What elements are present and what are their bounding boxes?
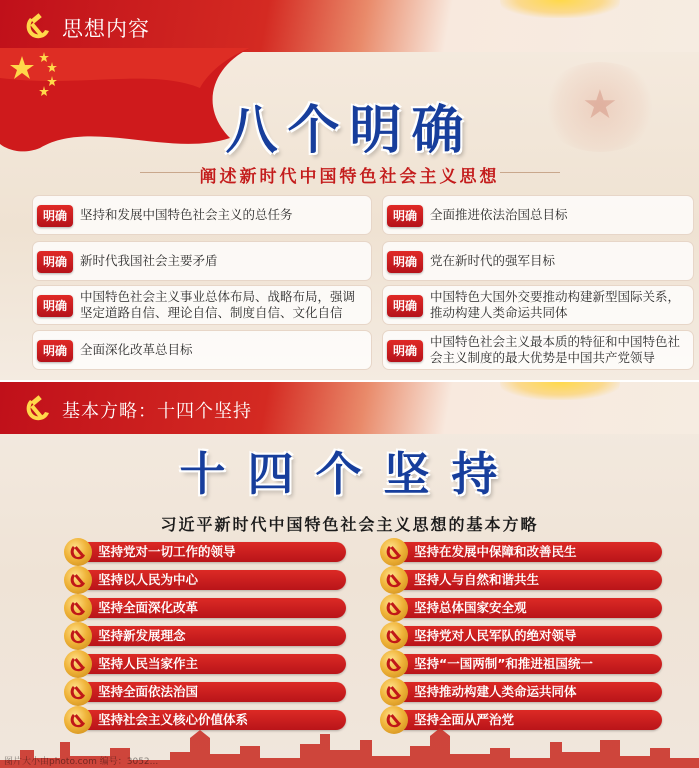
fourteen-adherences-panel bbox=[0, 382, 699, 768]
hammer-sickle-badge-icon bbox=[380, 594, 408, 622]
clarification-tag: 明确 bbox=[37, 205, 73, 227]
hammer-sickle-badge-icon bbox=[380, 678, 408, 706]
eight-clarifications-panel bbox=[0, 0, 699, 380]
adherence-item bbox=[380, 566, 662, 594]
adherence-label: 坚持党对一切工作的领导 bbox=[98, 544, 236, 559]
clarification-card bbox=[382, 195, 694, 235]
adherence-label: 坚持党对人民军队的绝对领导 bbox=[414, 628, 577, 643]
section-title: 思想内容 bbox=[62, 17, 150, 41]
adherence-label: 坚持全面依法治国 bbox=[98, 684, 199, 699]
clarification-text: 新时代我国社会主要矛盾 bbox=[80, 253, 218, 268]
clarification-card bbox=[32, 195, 372, 235]
adherence-item bbox=[64, 566, 346, 594]
main-title: 十四个坚持 bbox=[179, 447, 520, 501]
adherence-label: 坚持总体国家安全观 bbox=[414, 600, 527, 615]
section-title: 基本方略：十四个坚持 bbox=[62, 401, 252, 422]
hammer-sickle-badge-icon bbox=[380, 650, 408, 678]
adherence-item bbox=[380, 622, 662, 650]
adherence-item bbox=[64, 678, 346, 706]
hammer-sickle-badge-icon bbox=[380, 622, 408, 650]
clarification-tag: 明确 bbox=[387, 205, 423, 227]
clarification-text: 党在新时代的强军目标 bbox=[430, 253, 556, 268]
clarification-card bbox=[32, 285, 372, 325]
adherence-item bbox=[380, 538, 662, 566]
hammer-sickle-badge-icon bbox=[380, 566, 408, 594]
clarification-tag: 明确 bbox=[37, 251, 73, 273]
watermark: 图片大小由photo.com 编号：3052... bbox=[4, 757, 159, 767]
clarification-text: 中国特色大国外交要推动构建新型国际关系，推动构建人类命运共同体 bbox=[430, 289, 681, 320]
clarification-text: 中国特色社会主义最本质的特征和中国特色社会主义制度的最大优势是中国共产党领导 bbox=[430, 334, 681, 365]
clarification-text: 全面推进依法治国总目标 bbox=[430, 207, 568, 222]
hammer-sickle-badge-icon bbox=[64, 622, 92, 650]
subtitle: 阐述新时代中国特色社会主义思想 bbox=[199, 167, 500, 187]
adherence-label: 坚持全面深化改革 bbox=[98, 600, 199, 615]
section-header bbox=[0, 382, 699, 434]
adherence-item bbox=[64, 594, 346, 622]
hammer-sickle-badge-icon bbox=[380, 538, 408, 566]
hammer-sickle-badge-icon bbox=[64, 538, 92, 566]
clarification-card bbox=[32, 241, 372, 281]
main-title: 八个明确 bbox=[225, 101, 474, 161]
adherence-item bbox=[380, 650, 662, 678]
adherence-item bbox=[380, 594, 662, 622]
hammer-sickle-badge-icon bbox=[64, 678, 92, 706]
clarification-tag: 明确 bbox=[387, 251, 423, 273]
hammer-sickle-icon bbox=[22, 12, 54, 42]
hammer-sickle-badge-icon bbox=[64, 566, 92, 594]
adherence-label: 坚持推动构建人类命运共同体 bbox=[414, 684, 577, 699]
clarification-card bbox=[382, 330, 694, 370]
clarification-tag: 明确 bbox=[37, 340, 73, 362]
adherence-label: 坚持以人民为中心 bbox=[98, 572, 199, 587]
clarification-text: 全面深化改革总目标 bbox=[80, 342, 193, 357]
subtitle-line-right bbox=[500, 172, 560, 173]
clarification-text: 坚持和发展中国特色社会主义的总任务 bbox=[80, 207, 293, 222]
clarification-tag: 明确 bbox=[37, 295, 73, 317]
adherence-label: 坚持社会主义核心价值体系 bbox=[98, 712, 249, 727]
hammer-sickle-badge-icon bbox=[64, 594, 92, 622]
clarification-card bbox=[382, 241, 694, 281]
adherence-label: 坚持人与自然和谐共生 bbox=[414, 572, 540, 587]
adherence-item bbox=[380, 678, 662, 706]
adherence-item bbox=[64, 538, 346, 566]
clarification-tag: 明确 bbox=[387, 340, 423, 362]
adherence-label: 坚持人民当家作主 bbox=[98, 656, 199, 671]
clarification-tag: 明确 bbox=[387, 295, 423, 317]
adherence-label: 坚持新发展理念 bbox=[98, 628, 186, 643]
hammer-sickle-badge-icon bbox=[64, 650, 92, 678]
clarification-text: 中国特色社会主义事业总体布局、战略布局，强调坚定道路自信、理论自信、制度自信、文化自信 bbox=[80, 289, 356, 320]
section-header bbox=[0, 0, 699, 52]
clarification-card bbox=[382, 285, 694, 325]
clarification-card bbox=[32, 330, 372, 370]
subtitle: 习近平新时代中国特色社会主义思想的基本方略 bbox=[160, 515, 539, 534]
hammer-sickle-icon bbox=[22, 394, 54, 424]
adherence-label: 坚持“一国两制”和推进祖国统一 bbox=[414, 656, 593, 671]
adherence-label: 坚持在发展中保障和改善民生 bbox=[414, 544, 577, 559]
adherence-item bbox=[64, 622, 346, 650]
star-emblem-icon: ★ bbox=[540, 62, 660, 152]
adherence-item bbox=[64, 650, 346, 678]
adherence-label: 坚持全面从严治党 bbox=[414, 712, 515, 727]
